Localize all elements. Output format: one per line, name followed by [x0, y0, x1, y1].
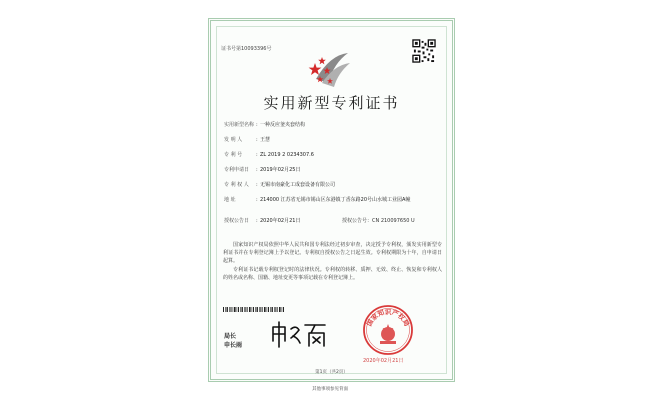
field-address: 地 址 : 214000 江苏省无锡市锡山区东港镇丁香东路20号山水城工业园A幢 — [224, 197, 444, 218]
page-number: 第1页（共2页） — [315, 370, 348, 375]
certificate-number: 证书号第10093396号 — [221, 46, 272, 52]
qr-code-icon — [412, 39, 436, 63]
certificate-body-text — [223, 241, 442, 283]
field-value: 无锡市南豪化工成套设备有限公司 — [260, 182, 336, 188]
field-patentee: 专 利 权 人 : 无锡市南豪化工成套设备有限公司 — [224, 182, 444, 197]
director-signature-icon — [269, 319, 329, 349]
official-seal-icon — [362, 304, 414, 356]
field-label: 发 明 人 — [224, 137, 243, 143]
barcode-icon — [223, 307, 285, 312]
field-value: 214000 江苏省无锡市锡山区东港镇丁香东路20号山水城工业园A幢 — [260, 197, 411, 203]
field-utility-model-name: 实用新型名称 : 一种反应釜夹套结构 — [224, 122, 444, 137]
field-patent-number: 专 利 号 : ZL 2019 2 0234307.6 — [224, 152, 444, 167]
field-label: 专 利 权 人 — [224, 182, 249, 188]
field-label: 实用新型名称 — [224, 122, 255, 128]
patent-certificate — [208, 18, 455, 382]
field-value: 一种反应釜夹套结构 — [260, 122, 306, 128]
body-paragraph: 国家知识产权局依照中华人民共和国专利法经过初步审查，决定授予专利权，颁发实用新型专利证书并在专利登记簿上予以登记。专利权自授权公告之日起生效。专利权期限为十年，自申请日起算。 — [223, 242, 442, 264]
seal-text: 国家知识产权局 — [365, 308, 411, 328]
svg-text:国家知识产权局 — [364, 307, 411, 328]
field-inventor: 发 明 人 : 王慧 — [224, 137, 444, 152]
field-value: ZL 2019 2 0234307.6 — [260, 152, 314, 158]
field-value: 2020年02月21日 — [260, 218, 301, 224]
director-title: 局长 — [224, 333, 237, 340]
patent-office-emblem-icon — [308, 49, 352, 91]
field-label: 专 利 号 — [224, 152, 243, 158]
body-paragraph: 专利证书记载专利权登记时的法律状况。专利权的转移、质押、无效、终止、恢复和专利权人的姓名或名称、国籍、地址变更等事项记载在专利登记簿上。 — [223, 267, 442, 281]
field-label: 地 址 — [224, 197, 236, 203]
field-grant-publication-date: 授权公告日 : 2020年02月21日 授权公告号：CN 210097650 U — [224, 218, 415, 224]
field-value: 2019年02月25日 — [260, 167, 301, 173]
certificate-fields — [224, 122, 444, 233]
field-value: 王慧 — [260, 137, 271, 143]
field-label: 授权公告日 — [224, 218, 250, 224]
certificate-title: 实用新型专利证书 — [263, 94, 400, 112]
seal-date: 2020年02月21日 — [363, 358, 404, 364]
grant-publication-number: 授权公告号：CN 210097650 U — [342, 218, 415, 224]
footer-note: 其他事项参见背面 — [312, 387, 348, 392]
field-application-date: 专利申请日 : 2019年02月25日 — [224, 167, 444, 182]
field-label: 专利申请日 — [224, 167, 250, 173]
director-name: 申长雨 — [224, 342, 243, 349]
